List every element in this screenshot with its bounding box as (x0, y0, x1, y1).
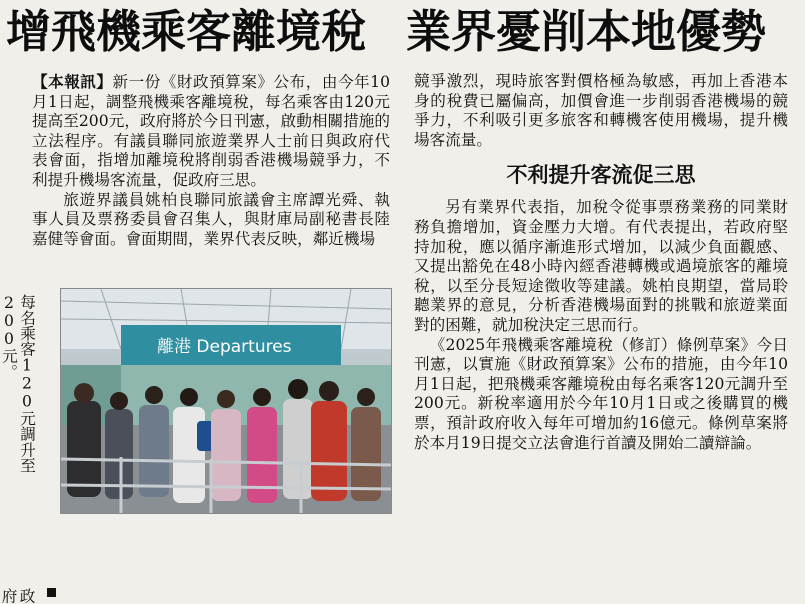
article-right-column (414, 72, 788, 453)
article-paragraph: 競爭激烈，現時旅客對價格極為敏感，再加上香港本身的稅費已屬偏高，加價會進一步削弱香港機場的競爭力，不利吸引更多旅客和轉機客使用機場，提升機場客流量。 (414, 72, 788, 149)
article-paragraph: 旅遊界議員姚柏良聯同旅議會主席譚光舜、執事人員及票務委員會召集人，與財庫局副秘書長陸嘉健等會面。會面期間，業界代表反映，鄰近機場 (32, 190, 390, 248)
caption-marker (47, 588, 56, 597)
caption-line-2: 每名乘客120元調升至200元。 (0, 294, 36, 473)
caption-line-1: 政府 (38, 588, 56, 604)
headline-part2: 業界憂削本地優勢 (406, 5, 767, 58)
article-left-column (32, 72, 390, 249)
news-tag: 【本報訊】 (32, 72, 113, 91)
departures-sign: 離港 Departures (157, 337, 292, 357)
article-paragraph (32, 72, 390, 191)
subheading: 不利提升客流促三思 (506, 163, 696, 188)
photo-illustration (61, 289, 391, 513)
photo-caption (0, 288, 58, 604)
headline-part1: 增飛機乘客離境稅 (6, 5, 367, 58)
paragraph-text: 新一份《財政預算案》公布，由今年10月1日起，調整飛機乘客離境稅，每名乘客由120元提高至200元，政府將於今日刊憲，啟動相關措施的立法程序。有議員聯同旅遊業界人士前日與政府代表會面，指增加離境稅將削弱香港機場競爭力，不利提升機場客流量，促政府三思。 (32, 73, 390, 189)
headline (6, 0, 801, 64)
airport-departures-photo (60, 288, 392, 514)
article-paragraph: 另有業界代表指，加稅令從事票務業務的同業財務負擔增加，資金壓力大增。有代表提出，若政府堅持加稅，應以循序漸進形式增加，以減少負面觀感、又提出豁免在48小時內經香港轉機或過境旅客的離境稅，以至分長短途徵收等建議。姚柏良期望，當局聆聽業界的意見，分析香港機場面對的挑戰和旅遊業面對的困難，就加稅決定三思而行。 (414, 198, 788, 334)
article-paragraph: 《2025年飛機乘客離境稅（修訂）條例草案》今日刊憲，以實施《財政預算案》公布的措施，由今年10月1日起，把飛機乘客離境稅由每名乘客120元調升至200元。新稅率適用於今年10月1日或之後購買的機票，預計政府收入每年可增加約16億元。條例草案將於本月19日提交立法會進行首讀及開始二讀辯論。 (414, 335, 788, 452)
